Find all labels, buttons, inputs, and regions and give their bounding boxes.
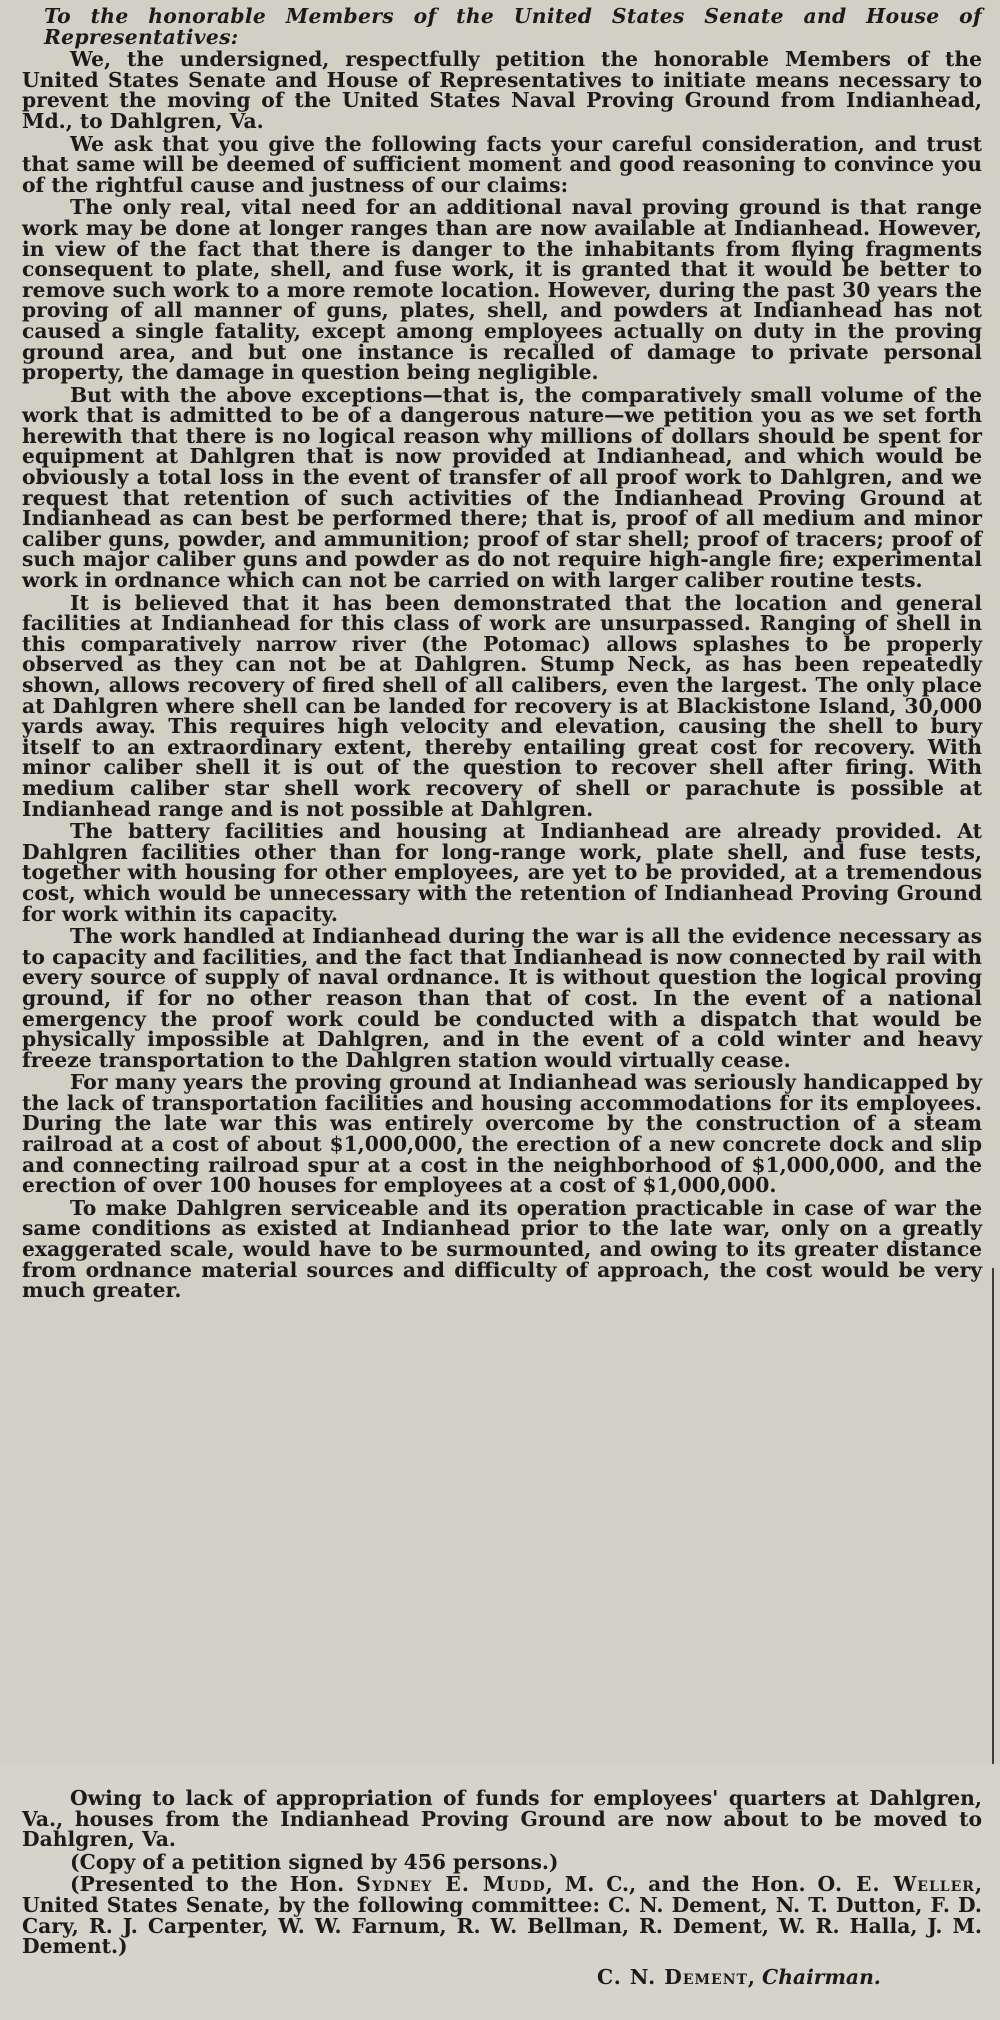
salutation: To the honorable Members of the United States Senate and House of Representatives: [44,4,982,49]
paragraph: We ask that you give the following facts your careful consideration, and trust that same will be deemed of sufficient moment and good reasoning to convince you of the rightful cause and justness of our claims: [22,131,982,197]
presentation-note [22,1872,983,1959]
paragraph: For many years the proving ground at Indianhead was seriously handicapped by the lack of transportation facilities and housing accommodations for its employees. During the late war this was entirely overcome by the construction of a steam railroad at a cost of about $1,000,000, the erection of a new concrete dock and slip and connecting railroad spur at a cost in the neighborhood of $1,000,000, and the erection of over 100 houses for employees at a cost of $1,000,000. [22,1070,982,1198]
paragraph: But with the above exceptions—that is, the comparatively small volume of the work that is admitted to be of a dangerous nature—we petition you as we set forth herewith that there is no logical reason why millions of dollars should be spent for equipment at Dahlgren that is now provided at Indianhead, and which would be obviously a total loss in the event of transfer of all proof work to Dahlgren, and we request that retention of such activities of the Indianhead Proving Ground at Indianhead as can best be performed there; that is, proof of all medium and minor caliber guns, powder, and ammunition; proof of star shell; proof of tracers; proof of such major caliber guns and powder as do not require high-angle fire; experimental work in ordnance which can not be carried on with larger caliber routine tests. [22,382,982,593]
petition-note-section [0,1765,1000,2020]
petition-column [22,6,982,1303]
paragraph: The battery facilities and housing at Indianhead are already provided. At Dahlgren facilities other than for long-range work, plate shell, and fuse tests, together with housing for other employees, are yet to be provided, at a tremendous cost, which would be unnecessary with the retention of Indianhead Proving Ground for work within its capacity. [22,819,982,926]
paragraph: To make Dahlgren serviceable and its operation practicable in case of war the same conditions as existed at Indianhead prior to the late war, only on a greatly exaggerated scale, would have to be surmounted, and owing to its greater distance from ordnance material sources and difficulty of approach, the cost would be very much greater. [22,1195,982,1303]
presented-weller: O. E. Weller [817,1872,975,1897]
paragraph: The only real, vital need for an additional naval proving ground is that range work may be done at longer ranges than are now available at Indianhead. However, in view of the fact that there is danger to the inhabitants from flying fragments consequent to plate, shell, and fuse work, it is granted that it would be better to remove such work to a more remote location. However, during the past 30 years the proving of all manner of guns, plates, shell, and powders at Indianhead has not caused a single fatality, except among employees actually on duty in the proving ground area, and but one instance is recalled of damage to private personal property, the damage in question being negligible. [22,195,982,385]
copy-note: (Copy of a petition signed by 456 persons.) [70,1849,559,1874]
presented-mid: , M. C., and the Hon. [545,1872,818,1897]
presented-mudd: Sydney E. Mudd [356,1872,546,1897]
paragraph: The work handled at Indianhead during the war is all the evidence necessary as to capacity and facilities, and the fact that Indianhead is now connected by rail with every source of supply of naval ordnance. It is without question the logical proving ground, if for no other reason than that of cost. In the event of a national emergency the proof work could be conducted with a dispatch that would be physically impossible at Dahlgren, and in the event of a cold winter and heavy freeze transportation to the Dahlgren station would virtually cease. [22,924,982,1072]
presented-rest: , United States Senate, by the following committee: C. N. Dement, N. T. Dutton, F. D. Cary, R. J. Carpenter, W. W. Farnum, R. W. Bellman, R. Dement, W. R. Halla, J. M. Dement.) [22,1872,983,1959]
paragraph: It is believed that it has been demonstrated that the location and general facilities at Indianhead for this class of work are unsurpassed. Ranging of shell in this comparatively narrow river (the Potomac) allows splashes to be properly observed as they can not be at Dahlgren. Stump Neck, as has been repeatedly shown, allows recovery of fired shell of all calibers, even the largest. The only place at Dahlgren where shell can be landed for recovery is at Blackistone Island, 30,000 yards away. This requires high velocity and elevation, causing the shell to bury itself to an extraordinary extent, thereby entailing great cost for recovery. With minor caliber shell it is out of the question to recover shell after firing. With medium caliber star shell work recovery of shell or parachute is possible at Indianhead range and is not possible at Dahlgren. [22,590,982,821]
note-column [22,1788,982,1989]
housing-note: Owing to lack of appropriation of funds for employees' quarters at Dahlgren, Va., houses from the Indianhead Proving Ground are now about to be moved to Dahlgren, Va. [22,1786,982,1852]
presented-intro: (Presented to the Hon. [70,1872,357,1897]
signature-title: Chairman. [762,1964,881,1989]
column-rule [992,1268,994,1764]
signature: C. N. Dement, Chairman. [597,1964,881,1989]
signature-name: C. N. Dement [597,1964,748,1989]
paragraph: We, the undersigned, respectfully petition the honorable Members of the United States Senate and House of Representatives to initiate means necessary to prevent the moving of the United States Naval Proving Ground from Indianhead, Md., to Dahlgren, Va. [22,47,982,133]
